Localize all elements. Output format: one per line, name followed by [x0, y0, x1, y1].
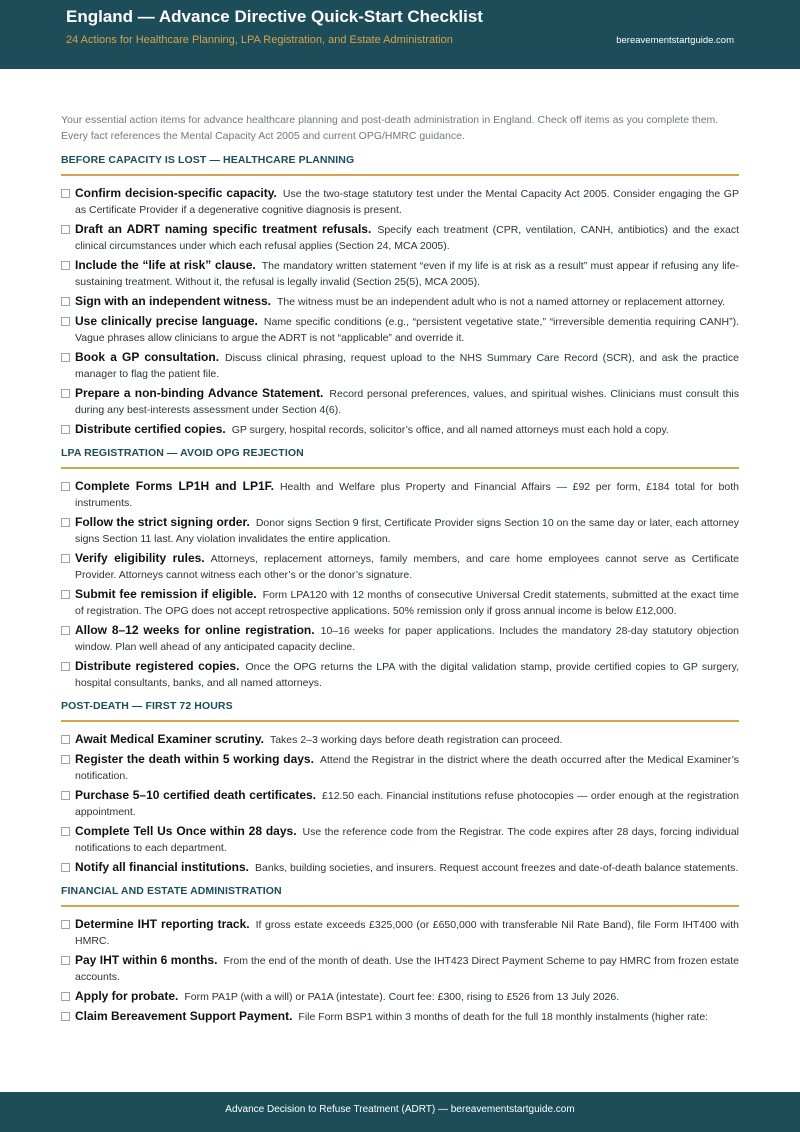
- checklist-item: [61, 293, 739, 310]
- item-description: The mandatory written statement “even if my life is at risk as a result” must appear if refusing any life-sustaining treatment. Without it, the refusal is legally invalid (Section 25(5), MCA 2005).: [75, 260, 739, 288]
- checkbox[interactable]: [61, 590, 70, 599]
- item-heading: Verify eligibility rules.: [75, 551, 205, 565]
- item-description: Use the two-stage statutory test under the Mental Capacity Act 2005. Consider engaging the GP as Certificate Provider if a degenerative cognitive diagnosis is present.: [75, 188, 739, 216]
- checkbox[interactable]: [61, 353, 70, 362]
- item-heading: Book a GP consultation.: [75, 350, 220, 364]
- checklist-sections: [61, 154, 739, 1025]
- checklist-item: [61, 514, 739, 547]
- checklist-item: [61, 313, 739, 346]
- item-heading: Notify all financial institutions.: [75, 860, 250, 874]
- checklist-item: [61, 823, 739, 856]
- item-description: 10–16 weeks for paper applications. Includes the mandatory 28-day statutory objection window. Plan well ahead of any anticipated capacity decline.: [75, 625, 739, 653]
- checkbox[interactable]: [61, 189, 70, 198]
- item-description: Attorneys, replacement attorneys, family members, and care home employees cannot serve as Certificate Provider. Attorneys cannot witness each other’s or the donor’s signature.: [75, 553, 739, 581]
- item-heading: Allow 8–12 weeks for online registration.: [75, 623, 315, 637]
- item-description: The witness must be an independent adult who is not a named attorney or replacement attorney.: [277, 296, 726, 308]
- item-heading: Complete Tell Us Once within 28 days.: [75, 824, 297, 838]
- item-heading: Determine IHT reporting track.: [75, 917, 250, 931]
- checklist: [61, 478, 739, 691]
- checkbox[interactable]: [61, 626, 70, 635]
- item-description: Once the OPG returns the LPA with the digital validation stamp, provide certified copies to GP surgery, hospital consultants, banks, and all named attorneys.: [75, 661, 739, 689]
- item-heading: Pay IHT within 6 months.: [75, 953, 218, 967]
- page-header: [0, 0, 800, 69]
- item-heading: Submit fee remission if eligible.: [75, 587, 257, 601]
- checklist-item: [61, 751, 739, 784]
- checklist-item: [61, 421, 739, 438]
- checklist: [61, 185, 739, 438]
- checklist-item: [61, 1008, 739, 1025]
- checkbox[interactable]: [61, 261, 70, 270]
- item-heading: Include the “life at risk” clause.: [75, 258, 256, 272]
- checklist-item: [61, 952, 739, 985]
- item-heading: Distribute certified copies.: [75, 422, 226, 436]
- checklist-item: [61, 586, 739, 619]
- page-subtitle: 24 Actions for Healthcare Planning, LPA Registration, and Estate Administration: [66, 34, 453, 46]
- checkbox[interactable]: [61, 554, 70, 563]
- item-description: Takes 2–3 working days before death registration can proceed.: [269, 734, 563, 746]
- item-description: Record personal preferences, values, and spiritual wishes. Clinicians must consult this during any best-interests assessment under Section 4(6).: [75, 388, 739, 416]
- checklist: [61, 731, 739, 876]
- checklist-item: [61, 622, 739, 655]
- item-heading: Purchase 5–10 certified death certificates.: [75, 788, 317, 802]
- checklist-item: [61, 658, 739, 691]
- item-description: From the end of the month of death. Use the IHT423 Direct Payment Scheme to pay HMRC from frozen estate accounts.: [75, 955, 739, 983]
- item-heading: Await Medical Examiner scrutiny.: [75, 732, 264, 746]
- checkbox[interactable]: [61, 735, 70, 744]
- checklist-item: [61, 257, 739, 290]
- checkbox[interactable]: [61, 920, 70, 929]
- item-description: Use the reference code from the Registrar. The code expires after 28 days, forcing individual notifications to each department.: [75, 826, 739, 854]
- checkbox[interactable]: [61, 518, 70, 527]
- item-description: Discuss clinical phrasing, request upload to the NHS Summary Care Record (SCR), and ask the practice manager to flag the patient file.: [75, 352, 739, 380]
- item-description: Attend the Registrar in the district where the death occurred after the Medical Examiner’s notification.: [75, 754, 739, 782]
- item-heading: Confirm decision-specific capacity.: [75, 186, 277, 200]
- section-title: POST-DEATH — FIRST 72 HOURS: [61, 700, 739, 722]
- item-heading: Apply for probate.: [75, 989, 179, 1003]
- item-heading: Claim Bereavement Support Payment.: [75, 1009, 293, 1023]
- checkbox[interactable]: [61, 317, 70, 326]
- item-description: Form LPA120 with 12 months of consecutive Universal Credit statements, submitted at the exact time of registration. The OPG does not accept retrospective applications. 50% remission only if gross annual income is below £12,000.: [75, 589, 739, 617]
- checkbox[interactable]: [61, 791, 70, 800]
- checkbox[interactable]: [61, 297, 70, 306]
- checklist-item: [61, 859, 739, 876]
- item-description: £12.50 each. Financial institutions refuse photocopies — order enough at the registration appointment.: [75, 790, 739, 818]
- intro-text: Your essential action items for advance healthcare planning and post-death administration in England. Check off items as you complete them. Every fact references the Mental Capacity Act 2005 and current OPG/HMRC guidance.: [61, 114, 719, 142]
- item-heading: Use clinically precise language.: [75, 314, 258, 328]
- item-description: File Form BSP1 within 3 months of death for the full 18 monthly instalments (higher rate:: [298, 1011, 709, 1023]
- item-heading: Register the death within 5 working days.: [75, 752, 314, 766]
- checkbox[interactable]: [61, 482, 70, 491]
- item-description: Form PA1P (with a will) or PA1A (intestate). Court fee: £300, rising to £526 from 13 July 2026.: [184, 991, 620, 1003]
- checklist-item: [61, 385, 739, 418]
- section-title: FINANCIAL AND ESTATE ADMINISTRATION: [61, 885, 739, 907]
- checklist-content: [61, 112, 739, 1034]
- checklist-item: [61, 916, 739, 949]
- section-title: LPA REGISTRATION — AVOID OPG REJECTION: [61, 447, 739, 469]
- checklist-item: [61, 478, 739, 511]
- checkbox[interactable]: [61, 755, 70, 764]
- checklist-item: [61, 349, 739, 382]
- checkbox[interactable]: [61, 956, 70, 965]
- checklist-item: [61, 221, 739, 254]
- checkbox[interactable]: [61, 389, 70, 398]
- checklist-item: [61, 731, 739, 748]
- page-footer: [0, 1092, 800, 1132]
- item-heading: Draft an ADRT naming specific treatment refusals.: [75, 222, 372, 236]
- item-heading: Distribute registered copies.: [75, 659, 240, 673]
- section-title: BEFORE CAPACITY IS LOST — HEALTHCARE PLANNING: [61, 154, 739, 176]
- checkbox[interactable]: [61, 863, 70, 872]
- checkbox[interactable]: [61, 225, 70, 234]
- item-heading: Sign with an independent witness.: [75, 294, 272, 308]
- item-description: GP surgery, hospital records, solicitor’s office, and all named attorneys must each hold a copy.: [231, 424, 669, 436]
- item-heading: Complete Forms LP1H and LP1F.: [75, 479, 274, 493]
- item-description: Banks, building societies, and insurers. Request account freezes and date-of-death balance statements.: [255, 862, 739, 874]
- item-description: If gross estate exceeds £325,000 (or £650,000 with transferable Nil Rate Band), file Form IHT400 with HMRC.: [75, 919, 739, 947]
- checklist-item: [61, 787, 739, 820]
- item-heading: Follow the strict signing order.: [75, 515, 250, 529]
- checkbox[interactable]: [61, 1012, 70, 1021]
- checklist-item: [61, 185, 739, 218]
- checkbox[interactable]: [61, 425, 70, 434]
- item-description: Name specific conditions (e.g., “persistent vegetative state,” “irreversible dementia requiring CANH”). Vague phrases allow clinicians to argue the ADRT is not “applicable” and override it.: [75, 316, 740, 344]
- item-description: Specify each treatment (CPR, ventilation, CANH, antibiotics) and the exact clinical circumstances under which each refusal applies (Section 24, MCA 2005).: [75, 224, 739, 252]
- item-description: Health and Welfare plus Property and Financial Affairs — £92 per form, £184 total for both instruments.: [75, 481, 739, 509]
- item-description: Donor signs Section 9 first, Certificate Provider signs Section 10 on the same day or later, each attorney signs Section 11 last. Any violation invalidates the entire application.: [75, 517, 739, 545]
- header-site: bereavementstartguide.com: [616, 35, 734, 46]
- checkbox[interactable]: [61, 662, 70, 671]
- item-heading: Prepare a non-binding Advance Statement.: [75, 386, 324, 400]
- checkbox[interactable]: [61, 827, 70, 836]
- checkbox[interactable]: [61, 992, 70, 1001]
- checklist-item: [61, 550, 739, 583]
- footer-text: Advance Decision to Refuse Treatment (ADRT) — bereavementstartguide.com: [225, 1104, 575, 1115]
- checklist: [61, 916, 739, 1025]
- checklist-item: [61, 988, 739, 1005]
- page-title: England — Advance Directive Quick-Start Checklist: [66, 7, 483, 26]
